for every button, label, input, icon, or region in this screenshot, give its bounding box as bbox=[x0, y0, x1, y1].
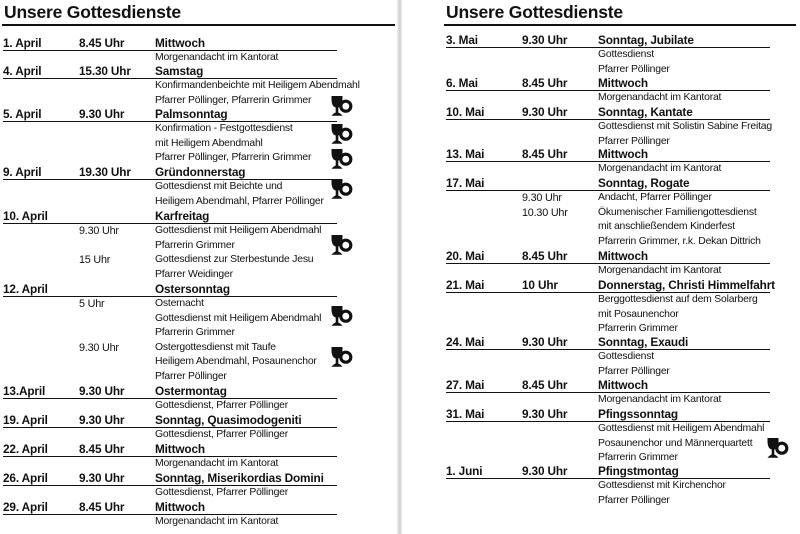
entry-day: Mittwoch bbox=[598, 147, 648, 161]
entry-header bbox=[3, 165, 337, 180]
entry-line bbox=[3, 79, 360, 94]
line-text: Andacht, Pfarrer Pöllinger bbox=[598, 192, 712, 203]
line-text: Pfarrer Pöllinger bbox=[598, 365, 670, 377]
entry-day: Mittwoch bbox=[155, 36, 205, 50]
line-text: Morgenandacht im Kantorat bbox=[598, 394, 722, 405]
entry-day: Sonntag, Exaudi bbox=[598, 335, 689, 349]
entry-line bbox=[3, 341, 337, 356]
entry-line bbox=[3, 326, 337, 341]
entry-line bbox=[3, 297, 337, 312]
line-text: Pfarrerin Grimmer bbox=[598, 323, 678, 334]
entry-header bbox=[446, 176, 770, 191]
line-text: Pfarrer Pöllinger bbox=[155, 370, 227, 382]
entry-time: 9.30 Uhr bbox=[522, 335, 568, 349]
line-text: Morgenandacht im Kantorat bbox=[155, 516, 279, 527]
entry-date: 21. Mai bbox=[446, 278, 485, 292]
entry-line bbox=[3, 515, 337, 530]
entry-day: Mittwoch bbox=[155, 442, 205, 456]
entry-date: 26. April bbox=[3, 471, 48, 485]
entry-line bbox=[446, 162, 770, 177]
entry-time: 9.30 Uhr bbox=[522, 464, 568, 478]
entry-header bbox=[446, 105, 770, 120]
entry-time: 8.45 Uhr bbox=[79, 500, 125, 514]
entry-line bbox=[3, 428, 337, 443]
entry-time: 10 Uhr bbox=[522, 278, 558, 292]
chalice-host-icon bbox=[330, 177, 354, 201]
entry-day: Mittwoch bbox=[155, 500, 205, 514]
entry-line bbox=[3, 137, 337, 152]
entry-date: 1. April bbox=[3, 36, 42, 50]
entry-day: Karfreitag bbox=[155, 209, 210, 223]
entry-line bbox=[446, 235, 770, 250]
entry-day: Gründonnerstag bbox=[155, 165, 246, 179]
entry-line bbox=[3, 195, 337, 210]
entry-day: Sonntag, Miserikordias Domini bbox=[155, 471, 324, 485]
line-text: Gottesdienst mit Heiligem Abendmahl bbox=[155, 312, 322, 324]
entry-date: 3. Mai bbox=[446, 33, 478, 47]
entry-date: 9. April bbox=[3, 165, 42, 179]
service-entry bbox=[446, 278, 775, 337]
line-text: Pfarrer Weidinger bbox=[155, 268, 233, 280]
line-time: 5 Uhr bbox=[79, 298, 105, 310]
entry-line bbox=[3, 224, 337, 239]
entry-time: 8.45 Uhr bbox=[522, 147, 568, 161]
entry-header bbox=[3, 442, 337, 457]
entry-time: 19.30 Uhr bbox=[79, 165, 131, 179]
entry-day: Mittwoch bbox=[598, 378, 648, 392]
chalice-host-icon bbox=[330, 147, 354, 171]
entry-line bbox=[446, 264, 770, 279]
entry-time: 9.30 Uhr bbox=[522, 105, 568, 119]
entry-time: 9.30 Uhr bbox=[79, 384, 125, 398]
line-text: Gottesdienst mit Kirchenchor bbox=[598, 480, 726, 491]
line-text: Morgenandacht im Kantorat bbox=[155, 458, 279, 469]
entry-line bbox=[3, 355, 337, 370]
chalice-host-icon bbox=[330, 233, 354, 257]
entry-header bbox=[446, 407, 770, 422]
line-text: Pfarrer Pöllinger bbox=[598, 135, 670, 147]
entry-day: Samstag bbox=[155, 64, 204, 78]
entry-line bbox=[3, 151, 337, 166]
entry-date: 13. Mai bbox=[446, 147, 485, 161]
entry-time: 8.45 Uhr bbox=[79, 442, 125, 456]
chalice-host-icon bbox=[330, 94, 354, 118]
service-entry bbox=[3, 209, 337, 282]
entry-time: 8.45 Uhr bbox=[522, 76, 568, 90]
line-text: Pfarrerin Grimmer bbox=[155, 239, 235, 251]
line-text: Berggottesdienst auf dem Solarberg bbox=[598, 294, 758, 305]
entry-day: Mittwoch bbox=[598, 249, 648, 263]
line-text: Gottesdienst zur Sterbestunde Jesu bbox=[155, 254, 314, 265]
entry-line bbox=[446, 48, 770, 63]
entry-date: 31. Mai bbox=[446, 407, 485, 421]
chalice-host-icon bbox=[330, 304, 354, 328]
entry-header bbox=[446, 147, 770, 162]
line-text: mit anschließendem Kinderfest bbox=[598, 221, 735, 232]
line-text: Pfarrer Pöllinger, Pfarrerin Grimmer bbox=[155, 152, 312, 163]
entry-header bbox=[446, 378, 770, 393]
entry-date: 6. Mai bbox=[446, 76, 478, 90]
entry-day: Sonntag, Quasimodogeniti bbox=[155, 413, 302, 427]
entry-day: Pfingstmontag bbox=[598, 464, 679, 478]
entry-line bbox=[3, 239, 337, 254]
entry-day: Sonntag, Jubilate bbox=[598, 33, 694, 47]
page-title: Unsere Gottesdienste bbox=[4, 2, 181, 22]
line-time: 15 Uhr bbox=[79, 254, 111, 266]
entry-time: 8.45 Uhr bbox=[522, 378, 568, 392]
line-time: 10.30 Uhr bbox=[522, 206, 568, 219]
line-text: Morgenandacht im Kantorat bbox=[598, 92, 722, 103]
entry-header bbox=[446, 278, 775, 293]
line-text: Morgenandacht im Kantorat bbox=[598, 265, 722, 276]
entry-line bbox=[3, 486, 337, 501]
entry-header bbox=[446, 335, 770, 350]
entry-time: 15.30 Uhr bbox=[79, 64, 131, 78]
chalice-host-icon bbox=[330, 345, 354, 369]
line-text: Heiligem Abendmahl, Pfarrer Pöllinger bbox=[155, 195, 324, 207]
line-text: Gottesdienst mit Heiligem Abendmahl bbox=[598, 423, 765, 434]
service-entry bbox=[3, 165, 337, 209]
line-text: Pfarrer Pöllinger bbox=[598, 63, 670, 75]
line-text: Gottesdienst mit Solistin Sabine Freitag bbox=[598, 121, 772, 132]
service-entry bbox=[446, 33, 770, 77]
service-entry bbox=[3, 64, 360, 108]
line-time: 9.30 Uhr bbox=[79, 341, 119, 354]
entry-line bbox=[446, 494, 770, 509]
line-text: Osternacht bbox=[155, 298, 204, 309]
entry-time: 8.45 Uhr bbox=[522, 249, 568, 263]
right-page bbox=[402, 0, 800, 534]
entry-header bbox=[3, 209, 337, 224]
entry-date: 29. April bbox=[3, 500, 48, 514]
entry-line bbox=[446, 437, 770, 452]
entry-date: 19. April bbox=[3, 413, 48, 427]
line-text: Ökumenischer Familiengottesdienst bbox=[598, 206, 757, 218]
service-entry bbox=[3, 471, 337, 501]
entry-day: Palmsonntag bbox=[155, 107, 228, 121]
entry-line bbox=[446, 63, 770, 78]
entry-header bbox=[3, 36, 337, 51]
line-text: Morgenandacht im Kantorat bbox=[155, 52, 279, 63]
service-entry bbox=[3, 36, 337, 66]
line-text: Pfarrerin Grimmer, r.k. Dekan Dittrich bbox=[598, 235, 761, 247]
entry-line bbox=[3, 399, 337, 414]
line-text: Gottesdienst, Pfarrer Pöllinger bbox=[155, 429, 288, 440]
entry-date: 12. April bbox=[3, 282, 48, 296]
entry-header bbox=[446, 464, 770, 479]
service-entry bbox=[446, 76, 770, 106]
entry-line bbox=[446, 350, 770, 365]
entry-header bbox=[3, 413, 337, 428]
line-text: Pfarrer Pöllinger, Pfarrerin Grimmer bbox=[155, 94, 312, 106]
entry-line bbox=[3, 312, 337, 327]
service-entry bbox=[3, 413, 337, 443]
entry-time: 9.30 Uhr bbox=[79, 107, 125, 121]
service-entry bbox=[446, 407, 770, 466]
entry-line bbox=[446, 191, 770, 206]
entry-line bbox=[446, 220, 770, 235]
entry-line bbox=[446, 479, 770, 494]
entry-line bbox=[446, 206, 770, 221]
entry-time: 9.30 Uhr bbox=[79, 413, 125, 427]
entry-header bbox=[3, 384, 337, 399]
entry-header bbox=[3, 471, 337, 486]
entry-date: 4. April bbox=[3, 64, 42, 78]
entry-date: 10. Mai bbox=[446, 105, 485, 119]
entry-date: 24. Mai bbox=[446, 335, 485, 349]
entry-header bbox=[446, 33, 770, 48]
entry-line bbox=[3, 253, 337, 268]
entry-header bbox=[3, 500, 337, 515]
entry-header bbox=[3, 282, 337, 297]
entry-day: Sonntag, Rogate bbox=[598, 176, 690, 190]
entry-line bbox=[446, 120, 770, 135]
entry-date: 13.April bbox=[3, 384, 46, 398]
entry-date: 17. Mai bbox=[446, 176, 485, 190]
line-text: Gottesdienst mit Beichte und bbox=[155, 181, 283, 192]
entry-day: Donnerstag, Christi Himmelfahrt bbox=[598, 278, 775, 292]
service-entry bbox=[3, 107, 337, 166]
title-rule bbox=[2, 24, 395, 26]
line-text: Pfarrer Pöllinger bbox=[598, 494, 670, 506]
entry-line bbox=[446, 365, 770, 380]
line-text: mit Heiligem Abendmahl bbox=[155, 137, 263, 149]
page-title: Unsere Gottesdienste bbox=[446, 2, 623, 22]
entry-line bbox=[3, 268, 337, 283]
line-text: Konfirmandenbeichte mit Heiligem Abendmahl bbox=[155, 80, 360, 91]
line-text: Gottesdienst bbox=[598, 49, 654, 60]
service-entry bbox=[446, 464, 770, 508]
line-text: Pfarrerin Grimmer bbox=[598, 452, 678, 463]
entry-line bbox=[3, 94, 337, 109]
entry-line bbox=[3, 122, 337, 137]
entry-day: Ostermontag bbox=[155, 384, 227, 398]
line-time: 9.30 Uhr bbox=[79, 225, 119, 237]
line-text: mit Posaunenchor bbox=[598, 308, 679, 320]
entry-date: 10. April bbox=[3, 209, 48, 223]
entry-date: 27. Mai bbox=[446, 378, 485, 392]
line-text: Posaunenchor und Männerquartett bbox=[598, 437, 753, 449]
entry-line bbox=[3, 180, 337, 195]
chalice-host-icon bbox=[330, 122, 354, 146]
entry-line bbox=[446, 293, 770, 308]
entry-time: 9.30 Uhr bbox=[79, 471, 125, 485]
service-entry bbox=[446, 176, 770, 249]
entry-line bbox=[446, 393, 770, 408]
entry-time: 9.30 Uhr bbox=[522, 407, 568, 421]
entry-time: 9.30 Uhr bbox=[522, 33, 568, 47]
entry-header bbox=[3, 64, 337, 79]
line-text: Heiligem Abendmahl, Posaunenchor bbox=[155, 356, 317, 367]
entry-header bbox=[446, 249, 770, 264]
entry-header bbox=[3, 107, 337, 122]
entry-time: 8.45 Uhr bbox=[79, 36, 125, 50]
line-text: Gottesdienst, Pfarrer Pöllinger bbox=[155, 487, 288, 498]
entry-date: 5. April bbox=[3, 107, 42, 121]
chalice-host-icon bbox=[766, 436, 790, 460]
entry-day: Sonntag, Kantate bbox=[598, 105, 693, 119]
service-entry bbox=[3, 384, 337, 414]
entry-day: Ostersonntag bbox=[155, 282, 230, 296]
service-entry bbox=[446, 249, 770, 279]
line-text: Gottesdienst bbox=[598, 351, 654, 362]
service-entry bbox=[3, 442, 337, 472]
entry-day: Mittwoch bbox=[598, 76, 648, 90]
entry-header bbox=[446, 76, 770, 91]
line-text: Morgenandacht im Kantorat bbox=[598, 163, 722, 174]
service-entry bbox=[3, 282, 337, 384]
entry-line bbox=[446, 308, 770, 323]
title-rule bbox=[444, 24, 796, 26]
service-entry bbox=[446, 335, 770, 379]
service-entry bbox=[446, 378, 770, 408]
entry-date: 20. Mai bbox=[446, 249, 485, 263]
entry-day: Pfingssonntag bbox=[598, 407, 678, 421]
line-time: 9.30 Uhr bbox=[522, 192, 562, 204]
entry-line bbox=[3, 457, 337, 472]
line-text: Pfarrerin Grimmer bbox=[155, 327, 235, 338]
line-text: Konfirmation - Festgottesdienst bbox=[155, 123, 293, 134]
entry-date: 1. Juni bbox=[446, 464, 483, 478]
entry-line bbox=[446, 91, 770, 106]
service-entry bbox=[3, 500, 337, 530]
service-entry bbox=[446, 147, 770, 177]
entry-line bbox=[3, 370, 337, 385]
entry-line bbox=[446, 422, 770, 437]
left-page bbox=[0, 0, 398, 534]
line-text: Gottesdienst, Pfarrer Pöllinger bbox=[155, 400, 288, 411]
service-entry bbox=[446, 105, 770, 149]
entry-date: 22. April bbox=[3, 442, 48, 456]
line-text: Ostergottesdienst mit Taufe bbox=[155, 341, 276, 353]
line-text: Gottesdienst mit Heiligem Abendmahl bbox=[155, 225, 322, 236]
